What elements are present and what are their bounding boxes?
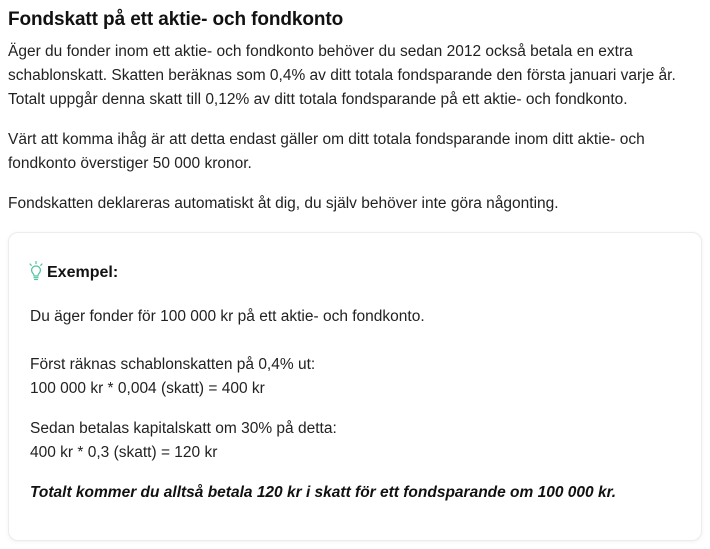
example-header (29, 261, 118, 283)
step-1-calculation: 100 000 kr * 0,004 (skatt) = 400 kr (30, 380, 265, 397)
example-scenario: Du äger fonder för 100 000 kr på ett aktie- och fondkonto. (30, 308, 425, 325)
example-card (8, 232, 702, 541)
article (8, 6, 704, 501)
intro-paragraph: Äger du fonder inom ett aktie- och fondkonto behöver du sedan 2012 också betala en extra schablonskatt. Skatten beräknas som 0,4% av ditt totala fondsparande den första januari varje år. Totalt uppgår denna skatt till 0,12% av ditt totala fondsparande på ett aktie- och fondkonto. (8, 43, 676, 108)
example-conclusion: Totalt kommer du alltså betala 120 kr i skatt för ett fondsparande om 100 000 kr. (30, 484, 617, 501)
declaration-paragraph: Fondskatten deklareras automatiskt åt dig, du själv behöver inte göra någonting. (8, 195, 559, 212)
threshold-paragraph: Värt att komma ihåg är att detta endast gäller om ditt totala fondsparande inom ditt aktie- och fondkonto överstiger 50 000 kronor. (8, 131, 645, 172)
step-2-calculation: 400 kr * 0,3 (skatt) = 120 kr (30, 444, 218, 461)
step-2-label: Sedan betalas kapitalskatt om 30% på detta: (30, 420, 337, 437)
lightbulb-icon (29, 261, 43, 283)
example-step-2 (30, 417, 337, 465)
example-title: Exempel: (47, 264, 119, 281)
page-title: Fondskatt på ett aktie- och fondkonto (8, 9, 344, 30)
step-1-label: Först räknas schablonskatten på 0,4% ut: (30, 356, 316, 373)
example-step-1 (30, 353, 315, 401)
